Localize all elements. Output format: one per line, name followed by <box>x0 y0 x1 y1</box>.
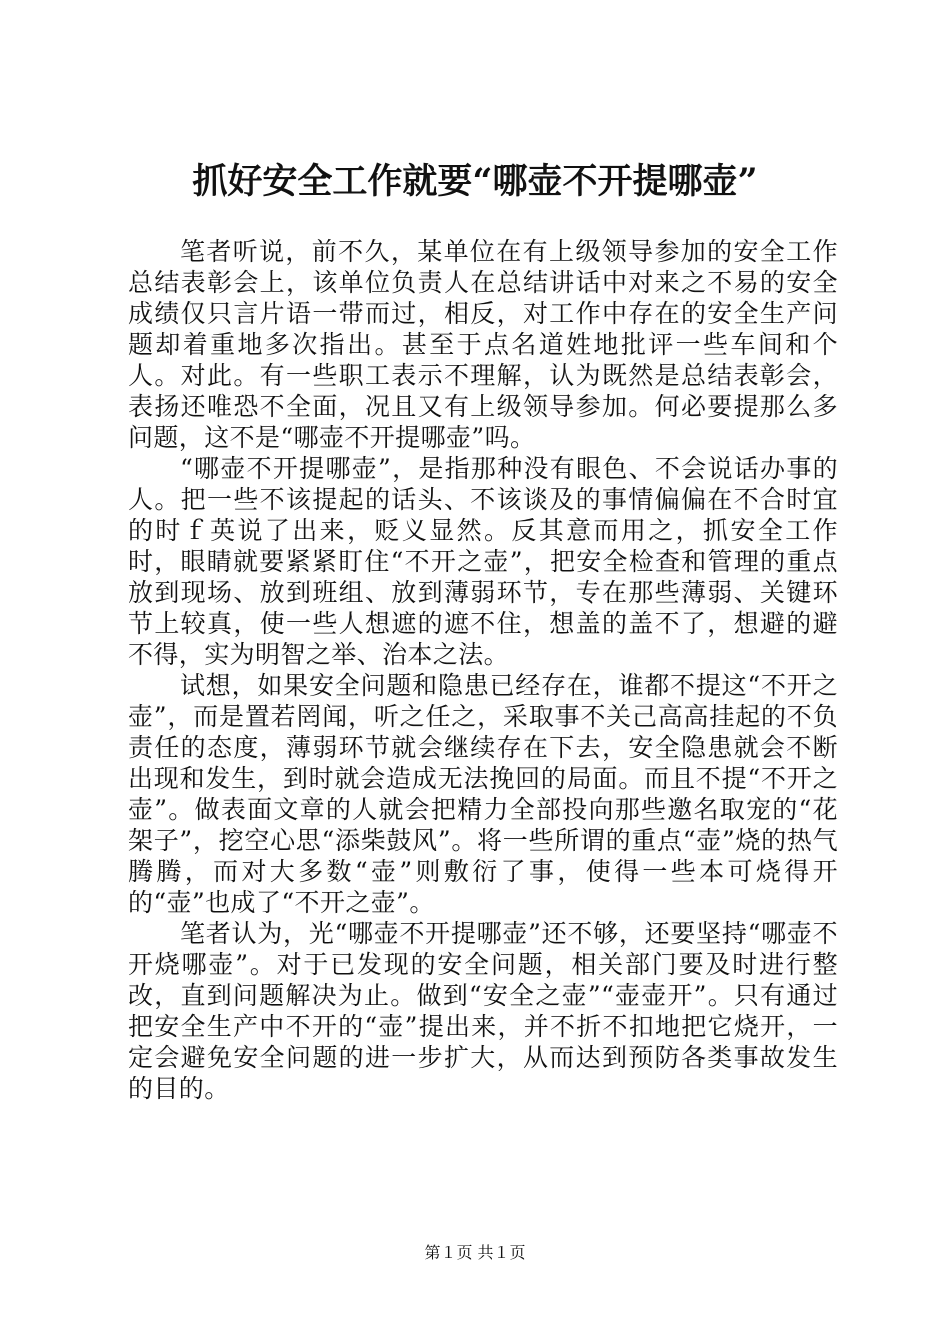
page-footer: 第１页 共１页 <box>424 1243 526 1262</box>
document-body <box>128 236 838 1104</box>
paragraph-4: 笔者认为，光“哪壶不开提哪壶”还不够，还要坚持“哪壶不开烧哪壶”。对于已发现的安全问题，相关部门要及时进行整改，直到问题解决为止。做到“安全之壶”“壶壶开”。只有通过把安全生产中不开的“壶”提出来，并不折不扣地把它烧开，一定会避免安全问题的进一步扩大，从而达到预防各类事故发生的目的。 <box>128 919 838 1103</box>
document-title: 抓好安全工作就要“哪壶不开提哪壶” <box>192 161 758 202</box>
paragraph-1: 笔者听说，前不久，某单位在有上级领导参加的安全工作总结表彰会上，该单位负责人在总结讲话中对来之不易的安全成绩仅只言片语一带而过，相反，对工作中存在的安全生产问题却着重地多次指出。甚至于点名道姓地批评一些车间和个人。对此。有一些职工表示不理解，认为既然是总结表彰会，表扬还唯恐不全面，况且又有上级领导参加。何必要提那么多问题，这不是“哪壶不开提哪壶”吗。 <box>128 237 838 452</box>
paragraph-2: “哪壶不开提哪壶”，是指那种没有眼色、不会说话办事的人。把一些不该提起的话头、不该谈及的事情偏偏在不合时宜的时ｆ英说了出来，贬义显然。反其意而用之，抓安全工作时，眼睛就要紧紧盯住“不开之壶”，把安全检查和管理的重点放到现场、放到班组、放到薄弱环节，专在那些薄弱、关键环节上较真，使一些人想遮的遮不住，想盖的盖不了，想避的避不得，实为明智之举、治本之法。 <box>128 454 838 669</box>
paragraph-3: 试想，如果安全问题和隐患已经存在，谁都不提这“不开之壶”，而是置若罔闻，听之任之，采取事不关己高高挂起的不负责任的态度，薄弱环节就会继续存在下去，安全隐患就会不断出现和发生，到时就会造成无法挽回的局面。而且不提“不开之壶”。做表面文章的人就会把精力全部投向那些邀名取宠的“花架子”，挖空心思“添柴鼓风”。将一些所谓的重点“壶”烧的热气腾腾，而对大多数“壶”则敷衍了事，使得一些本可烧得开的“壶”也成了“不开之壶”。 <box>128 671 838 917</box>
